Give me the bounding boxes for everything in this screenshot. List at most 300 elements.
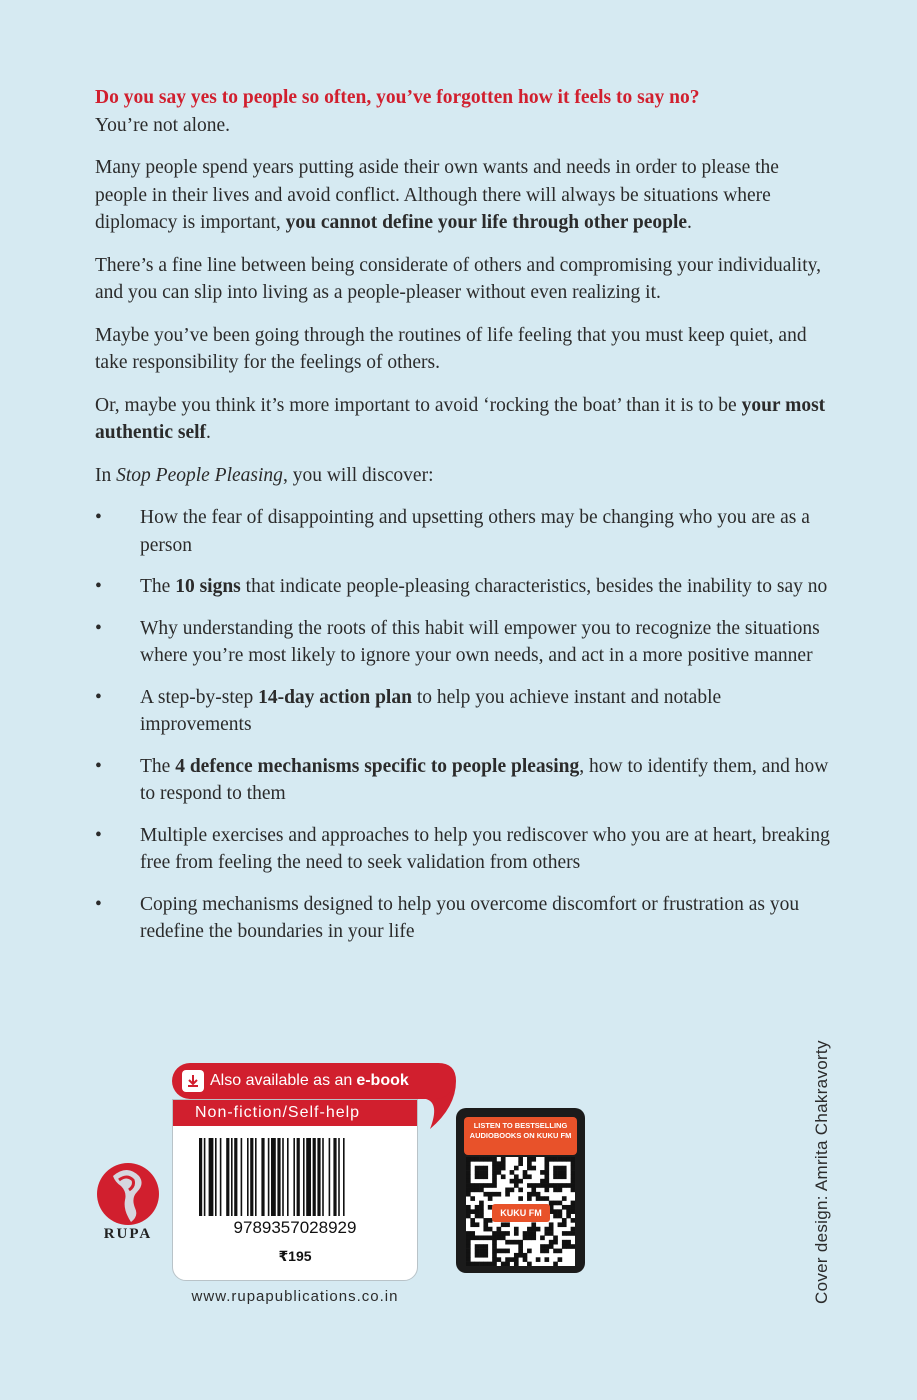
qr-module <box>544 1231 549 1236</box>
qr-module <box>497 1227 502 1232</box>
barcode-bar <box>297 1138 300 1216</box>
barcode-bar <box>277 1138 280 1216</box>
qr-module <box>527 1161 532 1166</box>
qr-module <box>566 1157 571 1162</box>
qr-module <box>571 1244 575 1249</box>
qr-module <box>483 1244 488 1249</box>
qr-module <box>540 1235 545 1240</box>
qr-module <box>562 1174 567 1179</box>
qr-module <box>475 1235 480 1240</box>
qr-module <box>475 1188 480 1193</box>
qr-module <box>510 1188 515 1193</box>
qr-module <box>470 1209 475 1214</box>
publisher-website[interactable]: www.rupapublications.co.in <box>191 1288 399 1305</box>
qr-module <box>492 1157 497 1162</box>
list-item-text: to help you achieve instant and notable improvements <box>140 686 722 735</box>
qr-module <box>531 1166 536 1171</box>
qr-module <box>553 1240 558 1245</box>
list-item-text: The <box>140 576 176 597</box>
qr-module <box>553 1214 558 1219</box>
not-alone-text: You’re not alone. <box>95 114 231 136</box>
qr-module <box>479 1205 484 1210</box>
qr-module <box>505 1262 510 1266</box>
qr-module <box>558 1174 563 1179</box>
list-item <box>95 753 835 808</box>
qr-module <box>553 1188 558 1193</box>
qr-module <box>466 1262 471 1266</box>
paragraph-1 <box>95 154 835 237</box>
qr-module <box>479 1170 484 1175</box>
intro-paragraph <box>95 84 835 139</box>
qr-module <box>492 1183 497 1188</box>
qr-module <box>514 1257 519 1262</box>
qr-module <box>571 1227 575 1232</box>
qr-module <box>518 1249 523 1254</box>
list-item-bold: 4 defence mechanisms specific to people pleasing <box>175 755 580 777</box>
qr-module <box>571 1161 575 1166</box>
qr-module <box>518 1161 523 1166</box>
qr-module <box>518 1244 523 1249</box>
qr-module <box>501 1222 506 1227</box>
qr-module <box>505 1188 510 1193</box>
qr-module <box>536 1227 541 1232</box>
qr-module <box>492 1161 497 1166</box>
qr-module <box>544 1188 549 1193</box>
qr-module <box>492 1240 497 1245</box>
barcode-bar <box>231 1138 233 1216</box>
qr-module <box>492 1257 497 1262</box>
barcode-bar <box>199 1138 202 1216</box>
qr-module <box>544 1249 549 1254</box>
qr-module <box>544 1157 549 1162</box>
qr-module <box>531 1188 536 1193</box>
qr-module <box>571 1166 575 1171</box>
qr-module <box>475 1209 480 1214</box>
qr-module <box>466 1249 471 1254</box>
qr-module <box>549 1231 554 1236</box>
qr-module <box>514 1231 519 1236</box>
qr-module <box>492 1231 497 1236</box>
qr-module <box>497 1235 502 1240</box>
barcode-bar <box>241 1138 243 1216</box>
qr-module <box>488 1183 493 1188</box>
qr-module <box>479 1235 484 1240</box>
back-cover-blurb <box>95 84 835 960</box>
qr-module <box>483 1249 488 1254</box>
isbn-number: 9789357028929 <box>233 1218 357 1237</box>
qr-module <box>562 1196 567 1201</box>
qr-module <box>553 1157 558 1162</box>
qr-module <box>479 1214 484 1219</box>
qr-module <box>483 1227 488 1232</box>
qr-module <box>553 1183 558 1188</box>
qr-module <box>466 1188 471 1193</box>
qr-module <box>501 1235 506 1240</box>
qr-module <box>518 1240 523 1245</box>
list-item <box>95 684 835 739</box>
qr-module <box>536 1257 541 1262</box>
qr-module <box>492 1253 497 1258</box>
list-item <box>95 573 835 601</box>
qr-module <box>553 1209 558 1214</box>
paragraph-1-bold: you cannot define your life through other people <box>285 212 688 233</box>
qr-module <box>562 1157 567 1162</box>
qr-module <box>483 1183 488 1188</box>
qr-module <box>562 1205 567 1210</box>
list-item-text: The <box>140 755 176 777</box>
paragraph-1-text: Many people spend years putting aside their own wants and needs in order to please the people in their lives and avoid conflict. Although there will always be situations where diplomacy is important, <box>95 157 779 233</box>
qr-module <box>479 1183 484 1188</box>
qr-module <box>479 1244 484 1249</box>
qr-module <box>466 1257 471 1262</box>
qr-module <box>483 1157 488 1162</box>
bullet-marker: • <box>95 755 102 777</box>
qr-module <box>497 1192 502 1197</box>
kuku-fm-card <box>456 1108 585 1273</box>
qr-module <box>527 1227 532 1232</box>
qr-module <box>536 1196 541 1201</box>
qr-module <box>527 1196 532 1201</box>
qr-module <box>501 1249 506 1254</box>
qr-module <box>479 1262 484 1266</box>
headline: Do you say yes to people so often, you’ve forgotten how it feels to say no? <box>95 87 700 108</box>
qr-module <box>518 1196 523 1201</box>
qr-module <box>510 1257 515 1262</box>
qr-module <box>540 1196 545 1201</box>
qr-module <box>549 1157 554 1162</box>
qr-module <box>562 1222 567 1227</box>
qr-module <box>479 1201 484 1206</box>
discover-intro-b: , you will discover: <box>282 464 434 486</box>
kuku-fm-logo: KUKU FM <box>492 1204 550 1222</box>
qr-module <box>544 1227 549 1232</box>
qr-module <box>475 1214 480 1219</box>
qr-module <box>527 1157 532 1162</box>
qr-module <box>558 1166 563 1171</box>
qr-module <box>466 1214 471 1219</box>
qr-module <box>571 1157 575 1162</box>
barcode-bar <box>329 1138 331 1216</box>
qr-module <box>479 1157 484 1162</box>
qr-module <box>558 1188 563 1193</box>
qr-module <box>479 1188 484 1193</box>
qr-module <box>466 1179 471 1184</box>
kuku-header: LISTEN TO BESTSELLING AUDIOBOOKS ON KUKU FM <box>464 1117 577 1155</box>
barcode-card <box>172 1099 418 1281</box>
qr-module <box>558 1183 563 1188</box>
qr-module <box>549 1227 554 1232</box>
price: ₹195 <box>278 1248 312 1264</box>
publisher-name: RUPA <box>103 1226 153 1242</box>
qr-module <box>492 1170 497 1175</box>
qr-module <box>475 1244 480 1249</box>
qr-module <box>549 1244 554 1249</box>
qr-module <box>475 1157 480 1162</box>
qr-module <box>470 1218 475 1223</box>
qr-module <box>470 1183 475 1188</box>
qr-module <box>501 1262 506 1266</box>
qr-module <box>514 1240 519 1245</box>
qr-module <box>571 1170 575 1175</box>
qr-module <box>466 1166 471 1171</box>
qr-module <box>553 1235 558 1240</box>
qr-module <box>558 1257 563 1262</box>
qr-module <box>571 1201 575 1206</box>
qr-module <box>497 1231 502 1236</box>
qr-module <box>544 1244 549 1249</box>
barcode-icon <box>197 1138 393 1216</box>
qr-module <box>566 1214 571 1219</box>
qr-module <box>531 1192 536 1197</box>
qr-module <box>483 1192 488 1197</box>
qr-module <box>497 1249 502 1254</box>
paragraph-4-end: . <box>206 422 211 443</box>
qr-module <box>518 1253 523 1258</box>
barcode-bar <box>226 1138 229 1216</box>
qr-module <box>492 1166 497 1171</box>
bullet-marker: • <box>95 576 102 597</box>
qr-module <box>466 1183 471 1188</box>
qr-module <box>523 1235 528 1240</box>
barcode-bar <box>317 1138 320 1216</box>
qr-module <box>527 1231 532 1236</box>
qr-module <box>553 1166 558 1171</box>
qr-module <box>571 1231 575 1236</box>
qr-module <box>475 1166 480 1171</box>
qr-module <box>483 1222 488 1227</box>
qr-module <box>488 1192 493 1197</box>
qr-module <box>562 1240 567 1245</box>
barcode-bar <box>255 1138 257 1216</box>
qr-module <box>536 1183 541 1188</box>
qr-module <box>527 1262 532 1266</box>
qr-module <box>479 1174 484 1179</box>
qr-module <box>466 1235 471 1240</box>
qr-module <box>483 1174 488 1179</box>
qr-module <box>470 1188 475 1193</box>
qr-module <box>470 1235 475 1240</box>
qr-module <box>466 1157 471 1162</box>
qr-module <box>566 1231 571 1236</box>
list-item-text: A step-by-step <box>140 686 259 708</box>
qr-module <box>553 1170 558 1175</box>
paragraph-4 <box>95 392 835 447</box>
qr-module <box>544 1257 549 1262</box>
qr-module <box>523 1257 528 1262</box>
qr-module <box>562 1244 567 1249</box>
qr-module <box>501 1161 506 1166</box>
qr-module <box>514 1183 519 1188</box>
qr-module <box>523 1174 528 1179</box>
qr-module <box>501 1174 506 1179</box>
qr-module <box>549 1240 554 1245</box>
qr-module <box>544 1179 549 1184</box>
qr-module <box>514 1166 519 1171</box>
bullet-marker: • <box>95 507 102 528</box>
qr-module <box>483 1170 488 1175</box>
list-item-bold: 10 signs <box>175 576 241 597</box>
bullet-marker: • <box>95 617 102 639</box>
qr-module <box>492 1235 497 1240</box>
qr-module <box>510 1170 515 1175</box>
qr-module <box>527 1183 532 1188</box>
qr-module <box>566 1240 571 1245</box>
qr-module <box>466 1174 471 1179</box>
qr-module <box>549 1222 554 1227</box>
qr-module <box>566 1209 571 1214</box>
barcode-bar <box>209 1138 214 1216</box>
qr-module <box>558 1209 563 1214</box>
paragraph-2: There’s a fine line between being considerate of others and compromising your individuality, and you can slip into living as a people-pleaser without even realizing it. <box>95 254 821 303</box>
qr-module <box>531 1222 536 1227</box>
qr-module <box>475 1262 480 1266</box>
qr-module <box>501 1231 506 1236</box>
qr-module <box>514 1179 519 1184</box>
qr-module <box>553 1174 558 1179</box>
qr-module <box>514 1174 519 1179</box>
qr-module <box>562 1170 567 1175</box>
list-item-text: Why understanding the roots of this habit will empower you to recognize the situations where you’re most likely to ignore your own needs, and act in a more positive manner <box>140 617 820 666</box>
list-item-bold: 14-day action plan <box>258 686 412 708</box>
paragraph-4-text: Or, maybe you think it’s more important to avoid ‘rocking the boat’ than it is to be <box>95 394 742 416</box>
qr-module <box>492 1244 497 1249</box>
qr-module <box>514 1262 519 1266</box>
qr-module <box>497 1170 502 1175</box>
discover-list <box>95 504 835 946</box>
qr-module <box>479 1253 484 1258</box>
list-item <box>95 822 835 877</box>
qr-module <box>492 1262 497 1266</box>
qr-module <box>492 1249 497 1254</box>
qr-module <box>479 1209 484 1214</box>
barcode-bar <box>322 1138 324 1216</box>
qr-module <box>558 1249 563 1254</box>
barcode-bar <box>338 1138 340 1216</box>
qr-module <box>558 1214 563 1219</box>
qr-module <box>558 1201 563 1206</box>
qr-module <box>523 1253 528 1258</box>
qr-module <box>558 1157 563 1162</box>
qr-module <box>553 1201 558 1206</box>
qr-module <box>562 1166 567 1171</box>
qr-module <box>571 1179 575 1184</box>
barcode-bar <box>303 1138 305 1216</box>
qr-module <box>527 1249 532 1254</box>
qr-module <box>505 1240 510 1245</box>
qr-module <box>571 1188 575 1193</box>
barcode-bar <box>343 1138 345 1216</box>
qr-module <box>470 1157 475 1162</box>
barcode-bar <box>268 1138 270 1216</box>
qr-module <box>540 1179 545 1184</box>
qr-module <box>488 1196 493 1201</box>
qr-module <box>531 1183 536 1188</box>
qr-module <box>566 1244 571 1249</box>
qr-module <box>510 1240 515 1245</box>
qr-module <box>466 1240 471 1245</box>
qr-module <box>483 1235 488 1240</box>
qr-module <box>492 1192 497 1197</box>
qr-module <box>505 1249 510 1254</box>
qr-module <box>571 1174 575 1179</box>
qr-module <box>470 1196 475 1201</box>
list-item-text: , how to identify them, and how to respond to them <box>140 755 829 804</box>
barcode-bar <box>333 1138 336 1216</box>
qr-module <box>518 1157 523 1162</box>
qr-module <box>475 1222 480 1227</box>
qr-module <box>518 1188 523 1193</box>
qr-module <box>475 1170 480 1175</box>
qr-module <box>475 1205 480 1210</box>
qr-module <box>544 1170 549 1175</box>
qr-module <box>540 1244 545 1249</box>
qr-module <box>492 1179 497 1184</box>
qr-module <box>470 1262 475 1266</box>
ebook-bold: e-book <box>356 1072 409 1089</box>
qr-module <box>527 1235 532 1240</box>
download-icon <box>182 1070 204 1092</box>
qr-module <box>466 1244 471 1249</box>
qr-module <box>553 1249 558 1254</box>
qr-module <box>488 1235 493 1240</box>
qr-module <box>562 1218 567 1223</box>
qr-module <box>492 1174 497 1179</box>
discover-intro <box>95 462 835 490</box>
qr-module <box>501 1166 506 1171</box>
qr-module <box>466 1161 471 1166</box>
qr-module <box>523 1231 528 1236</box>
qr-module <box>501 1157 506 1162</box>
qr-module <box>544 1183 549 1188</box>
qr-module <box>531 1157 536 1162</box>
qr-module <box>566 1205 571 1210</box>
qr-module <box>514 1227 519 1232</box>
qr-module <box>479 1166 484 1171</box>
list-item <box>95 504 835 559</box>
qr-module <box>562 1231 567 1236</box>
qr-module <box>523 1170 528 1175</box>
bullet-marker: • <box>95 686 102 708</box>
qr-module <box>518 1179 523 1184</box>
qr-module <box>483 1218 488 1223</box>
barcode-bar <box>282 1138 284 1216</box>
barcode-bar <box>271 1138 276 1216</box>
qr-module <box>558 1222 563 1227</box>
qr-module <box>470 1231 475 1236</box>
qr-module <box>466 1209 471 1214</box>
qr-module <box>483 1262 488 1266</box>
qr-module <box>505 1257 510 1262</box>
barcode-bar <box>261 1138 264 1216</box>
qr-module <box>571 1209 575 1214</box>
qr-module <box>466 1253 471 1258</box>
qr-module <box>488 1262 493 1266</box>
barcode-bar <box>313 1138 316 1216</box>
qr-module <box>571 1183 575 1188</box>
qr-module <box>475 1183 480 1188</box>
barcode-bar <box>250 1138 253 1216</box>
list-item <box>95 615 835 670</box>
barcode-bar <box>234 1138 237 1216</box>
qr-module <box>466 1170 471 1175</box>
qr-module <box>483 1253 488 1258</box>
qr-module <box>510 1179 515 1184</box>
barcode-bar <box>220 1138 222 1216</box>
qr-module <box>540 1249 545 1254</box>
qr-module <box>505 1192 510 1197</box>
bullet-marker: • <box>95 824 102 846</box>
qr-module <box>514 1253 519 1258</box>
